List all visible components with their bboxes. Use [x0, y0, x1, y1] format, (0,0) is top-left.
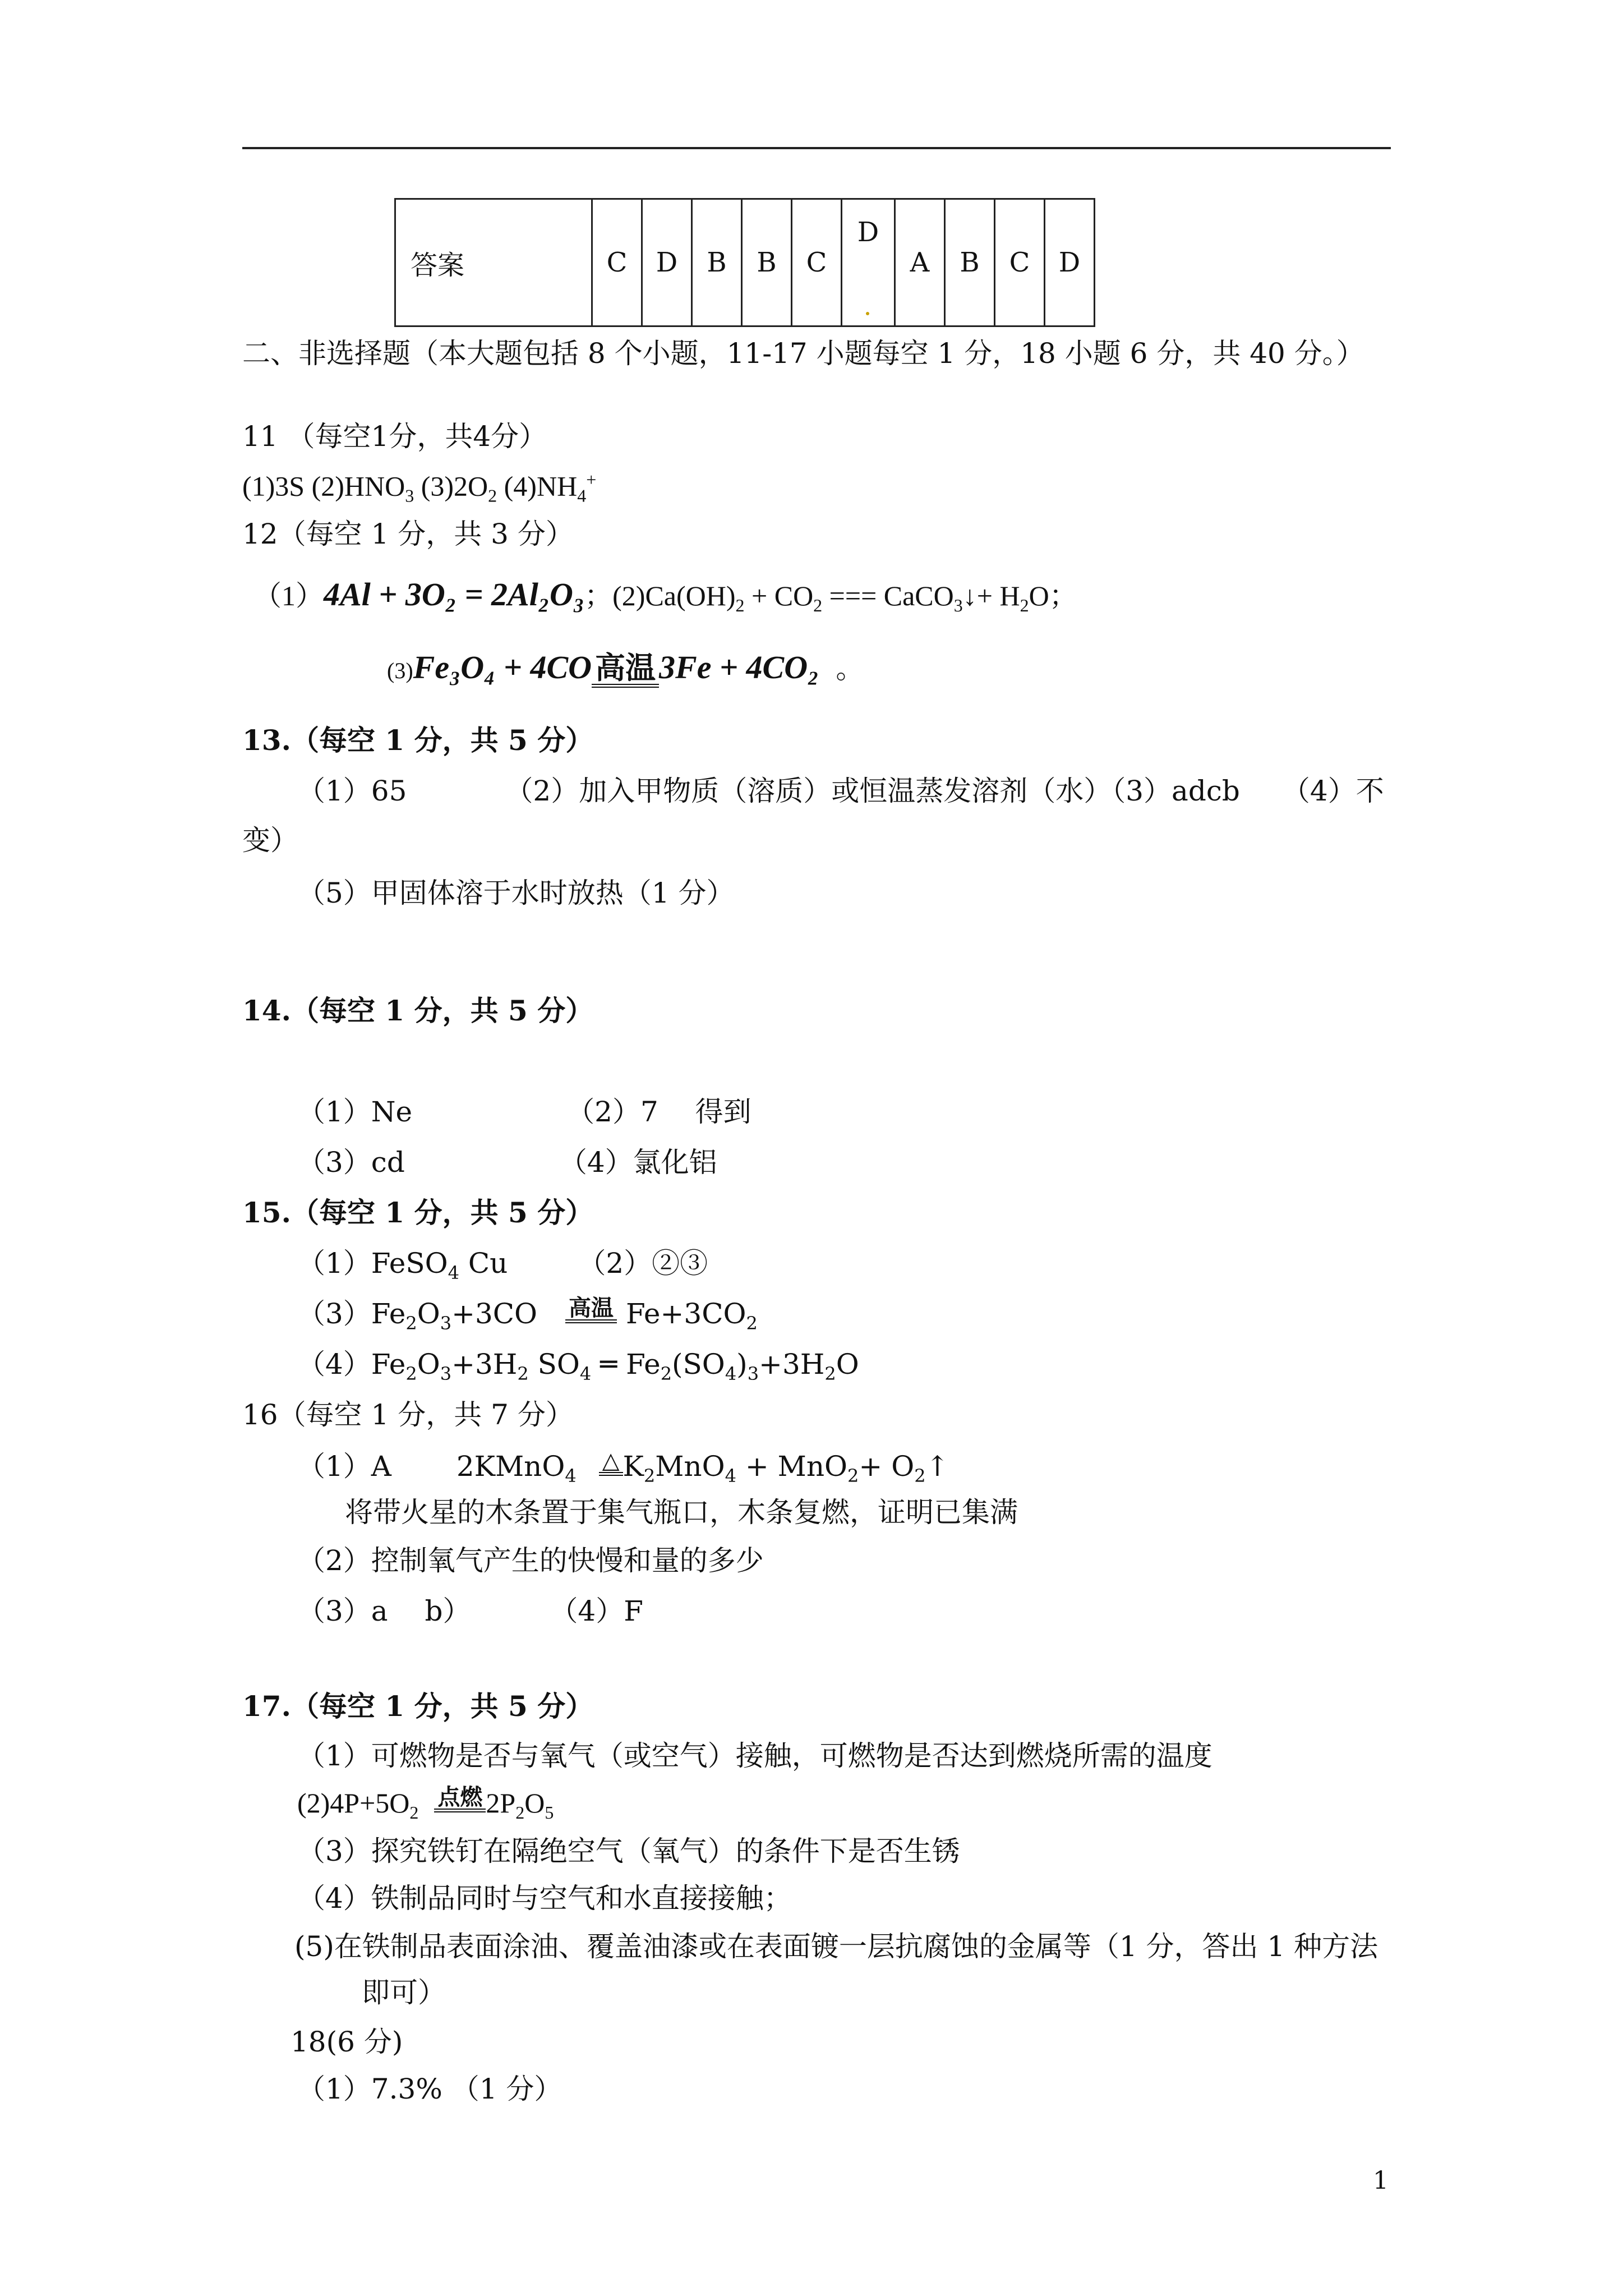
q16-line4: （3）a b） （4）F	[297, 1595, 643, 1627]
equation-3-right: 3Fe + 4CO₂	[659, 649, 819, 685]
subscript: 2	[813, 595, 823, 615]
q17-line4: （4）铁制品同时与空气和水直接接触；	[297, 1882, 792, 1915]
q17-line2	[297, 1786, 554, 1829]
q15-line3	[297, 1347, 859, 1391]
q16-line1	[297, 1450, 949, 1493]
subscript: 4	[725, 1363, 737, 1384]
header-rule	[242, 147, 1391, 149]
table-row	[395, 199, 1095, 326]
dot-mark	[866, 312, 869, 315]
subscript: 4	[577, 485, 587, 506]
q15-text: +3H	[451, 1348, 518, 1381]
q12-text: === CaCO	[822, 580, 954, 611]
q15-text: SO	[528, 1348, 580, 1381]
q16-line3: （2）控制氧气产生的快慢和量的多少	[297, 1544, 764, 1577]
subscript: 3	[747, 1363, 759, 1384]
q17-text: (2)4P+5O	[297, 1787, 410, 1819]
answer-cell: D	[642, 199, 692, 326]
q16-text: ↑	[925, 1450, 949, 1483]
q15-text: +3CO	[451, 1297, 566, 1330]
answer-cell: B	[742, 199, 792, 326]
answer-table	[394, 198, 1095, 327]
subscript: 2	[405, 1313, 417, 1334]
q15-text: Cu （2）②③	[459, 1247, 708, 1280]
q17-line1: （1）可燃物是否与氧气（或空气）接触，可燃物是否达到燃烧所需的温度	[297, 1740, 1212, 1772]
equation-1: 4Al + 3O₂ = 2Al₂O₃	[324, 576, 585, 613]
q15-text: （3）Fe	[297, 1297, 406, 1330]
q15-line1	[297, 1246, 708, 1290]
subscript: 2	[914, 1465, 926, 1487]
q12-text: + CO	[744, 580, 814, 611]
q16-text: MnO	[655, 1450, 725, 1483]
condition-heat: △	[599, 1450, 623, 1476]
q15-text: (SO	[672, 1348, 725, 1381]
subscript: 2	[643, 1465, 656, 1487]
q15-text: ═ Fe	[591, 1348, 661, 1381]
q12-text: ；(2)Ca(OH)	[584, 580, 736, 611]
q16-text: （1）A 2KMnO	[297, 1450, 565, 1483]
q12-prefix: （1）	[253, 580, 324, 611]
condition-ignite: 点燃	[434, 1786, 486, 1812]
q15-text: （4）Fe	[297, 1348, 406, 1381]
q11-answers	[242, 463, 596, 513]
subscript: 2	[735, 595, 745, 615]
q16-text: K	[623, 1450, 644, 1483]
answer-cell: C	[592, 199, 642, 326]
q15-text: （1）FeSO	[297, 1247, 448, 1280]
q15-text: O	[836, 1348, 859, 1381]
q13-line1: （1）65 （2）加入甲物质（溶质）或恒温蒸发溶剂（水）（3）adcb （4）不	[297, 775, 1384, 807]
subscript: 4	[725, 1465, 736, 1487]
subscript: 2	[1020, 595, 1029, 615]
condition-high-temp: 高温	[592, 652, 659, 688]
subscript: 4	[565, 1465, 577, 1487]
q15-line2	[297, 1297, 758, 1340]
condition-high-temp: 高温	[565, 1297, 617, 1323]
q11-text: (3)2O	[414, 470, 488, 502]
q15-text: Fe+3CO	[617, 1297, 746, 1330]
q15-text: O	[417, 1348, 440, 1381]
subscript: 2	[824, 1363, 836, 1384]
q11-text: (1)3S (2)HNO	[242, 470, 405, 502]
answer-cell: B	[945, 199, 995, 326]
subscript: 2	[409, 1802, 419, 1823]
q16-text: + MnO	[736, 1450, 848, 1483]
q11-text: (4)NH	[497, 470, 578, 502]
subscript: 2	[660, 1363, 672, 1384]
q15-header: 15.（每空 1 分，共 5 分）	[242, 1196, 594, 1229]
q15-text: O	[417, 1297, 440, 1330]
q14-line1: （1）Ne （2）7 得到	[297, 1096, 751, 1128]
q16-line2: 将带火星的木条置于集气瓶口，木条复燃，证明已集满	[345, 1496, 1018, 1529]
q16-header: 16（每空 1 分，共 7 分）	[242, 1398, 574, 1431]
subscript: 3	[405, 485, 414, 506]
subscript: 4	[579, 1363, 592, 1384]
subscript: 5	[545, 1802, 554, 1823]
subscript: 2	[488, 485, 497, 506]
answer-cell: D	[1045, 199, 1095, 326]
subscript: 2	[847, 1465, 859, 1487]
section2-title: 二、非选择题（本大题包括 8 个小题，11-17 小题每空 1 分，18 小题 6 分，共 40 分。）	[242, 337, 1364, 370]
subscript: 2	[746, 1313, 758, 1334]
q13-header: 13.（每空 1 分，共 5 分）	[242, 724, 594, 757]
superscript: +	[586, 470, 597, 490]
q16-text: + O	[859, 1450, 915, 1483]
q17-line6: 即可）	[362, 1976, 446, 2009]
q15-text: )	[736, 1348, 748, 1381]
q17-text: 2P	[486, 1787, 516, 1819]
answer-label: 答案	[395, 199, 592, 326]
answer-cell-text: D	[857, 217, 879, 248]
q12-prefix: (3)	[387, 658, 413, 683]
q14-line2: （3）cd （4）氯化铝	[297, 1146, 717, 1179]
q17-text: O	[524, 1787, 545, 1819]
subscript: 3	[953, 595, 963, 615]
q13-line2: 变）	[242, 824, 298, 857]
subscript: 2	[515, 1802, 525, 1823]
answer-cell: C	[792, 199, 842, 326]
q12-line2	[387, 651, 864, 688]
q11-header: 11 （每空1分，共4分）	[242, 420, 547, 453]
q18-header: 18(6 分)	[291, 2026, 403, 2058]
page-number: 1	[1373, 2166, 1389, 2195]
q17-header: 17.（每空 1 分，共 5 分）	[242, 1690, 594, 1723]
q13-line3: （5）甲固体溶于水时放热（1 分）	[297, 877, 735, 909]
q12-text: O；	[1029, 580, 1077, 611]
q12-header: 12（每空 1 分，共 3 分）	[242, 518, 574, 550]
answer-cell: A	[895, 199, 945, 326]
answer-cell: B	[692, 199, 742, 326]
q12-line1	[253, 578, 1077, 622]
subscript: 3	[440, 1313, 452, 1334]
q17-line5: (5)在铁制品表面涂油、覆盖油漆或在表面镀一层抗腐蚀的金属等（1 分，答出 1 种方法	[294, 1930, 1378, 1963]
q12-text: 。	[836, 653, 864, 684]
subscript: 4	[448, 1262, 459, 1283]
subscript: 2	[405, 1363, 417, 1384]
answer-cell: C	[995, 199, 1045, 326]
q14-header: 14.（每空 1 分，共 5 分）	[242, 994, 594, 1027]
subscript: 2	[517, 1363, 529, 1384]
answer-cell	[842, 199, 895, 326]
q12-text: ↓+ H	[962, 580, 1020, 611]
equation-3-left: Fe₃O₄ + 4CO	[413, 649, 592, 685]
q17-line3: （3）探究铁钉在隔绝空气（氧气）的条件下是否生锈	[297, 1835, 960, 1867]
q15-text: +3H	[759, 1348, 825, 1381]
subscript: 3	[440, 1363, 452, 1384]
q18-line1: （1）7.3% （1 分）	[297, 2073, 562, 2105]
